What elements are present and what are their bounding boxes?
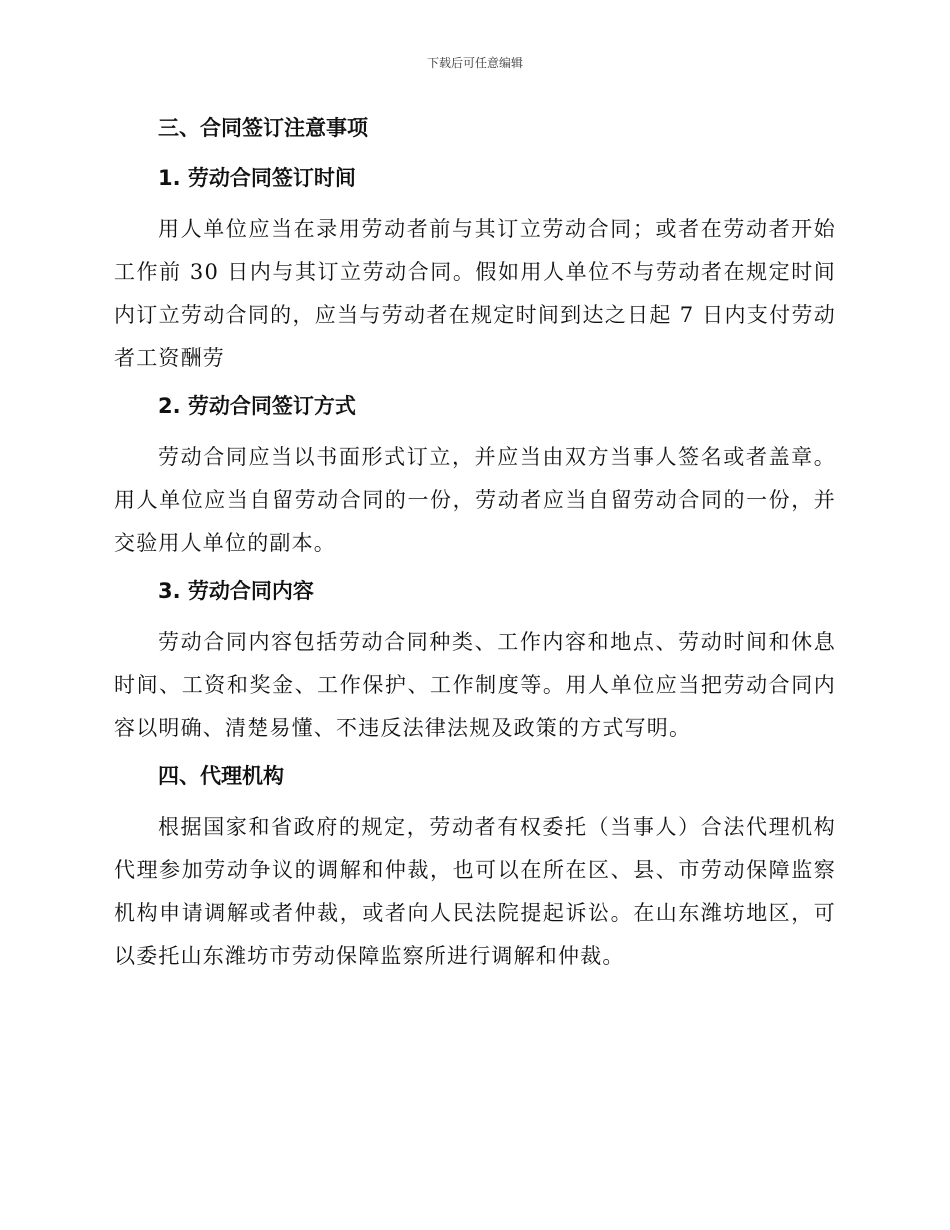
section-heading-contract-notes: 三、合同签订注意事项 [158, 116, 368, 140]
paragraph-signing-time: 用人单位应当在录用劳动者前与其订立劳动合同；或者在劳动者开始工作前 30 日内与其订立劳动合同。假如用人单位不与劳动者在规定时间内订立劳动合同的，应当与劳动者在规定时间到达之日起 7 日内支付劳动者工资酬劳 [114, 217, 836, 370]
subheading-signing-method: 2. 劳动合同签订方式 [158, 394, 356, 418]
paragraph-signing-method: 劳动合同应当以书面形式订立，并应当由双方当事人签名或者盖章。用人单位应当自留劳动合同的一份，劳动者应当自留劳动合同的一份，并交验用人单位的副本。 [114, 445, 836, 555]
document-body [114, 108, 836, 984]
subheading-signing-time: 1. 劳动合同签订时间 [158, 166, 356, 190]
subheading-contract-content: 3. 劳动合同内容 [158, 579, 314, 603]
page-header: 下载后可任意编辑 [426, 56, 523, 70]
section-heading-agency: 四、代理机构 [158, 764, 284, 788]
paragraph-contract-content: 劳动合同内容包括劳动合同种类、工作内容和地点、劳动时间和休息时间、工资和奖金、工作保护、工作制度等。用人单位应当把劳动合同内容以明确、清楚易懂、不违反法律法规及政策的方式写明。 [114, 630, 836, 740]
paragraph-agency: 根据国家和省政府的规定，劳动者有权委托（当事人）合法代理机构代理参加劳动争议的调解和仲裁，也可以在所在区、县、市劳动保障监察机构申请调解或者仲裁，或者向人民法院提起诉讼。在山东潍坊地区，可以委托山东潍坊市劳动保障监察所进行调解和仲裁。 [114, 815, 836, 968]
